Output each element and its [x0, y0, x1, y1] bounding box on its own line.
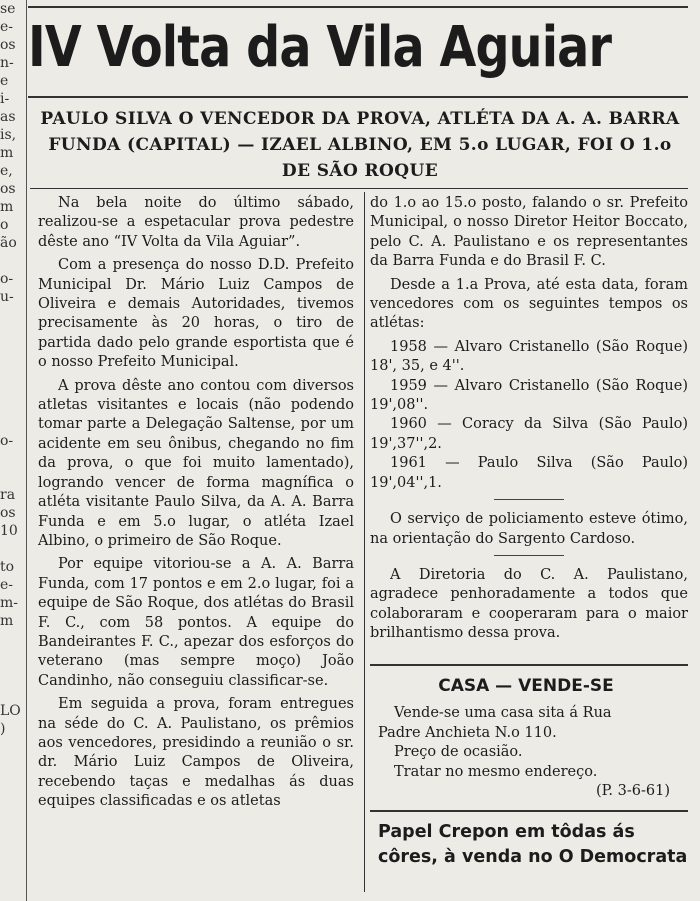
fragment-line: o-	[0, 271, 14, 287]
ad-title: CASA — VENDE-SE	[438, 676, 614, 696]
fragment-line: o-	[0, 433, 14, 449]
article-paragraph: Desde a 1.a Prova, até esta data, foram vencedores com os seguintes tempos os atlétas:	[370, 276, 688, 332]
fragment-line: os	[0, 181, 16, 197]
article-paragraph: O serviço de policiamento esteve ótimo, na orientação do Sargento Cardoso.	[370, 511, 688, 547]
winner-entry: 1958 — Alvaro Cristanello (São Roque) 18', 35, e 4''.	[370, 338, 688, 375]
fragment-line	[0, 396, 26, 414]
column-divider	[364, 192, 365, 892]
fragment-line: m	[0, 145, 14, 161]
fragment-line	[0, 342, 26, 360]
fragment-line: as	[0, 109, 16, 125]
ad-line: Preço de ocasião.	[394, 744, 523, 761]
fragment-line	[0, 360, 26, 378]
fragment-line: m	[0, 199, 14, 215]
fragment-line: m-	[0, 595, 19, 611]
article-paragraph: A prova dêste ano contou com diversos atletas visitantes e locais (não podendo tomar parte a Delegação Saltense, por um acidente em seu ônibus, chegando no fim da prova, o que foi muito lamentado), logrando vencer de forma magnífica o atléta visitante Paulo Silva, da A. A. Barra Funda e em 5.o lugar, o atléta Izael Albino, o primeiro de São Roque.	[38, 377, 354, 549]
fragment-line: e-	[0, 577, 14, 593]
ad-line: Vende-se uma casa sita á Rua	[394, 705, 612, 721]
ad-body	[378, 704, 674, 802]
fragment-line: )	[0, 721, 6, 737]
fragment-line: LO	[0, 703, 21, 719]
ad-line: Padre Anchieta N.o 110.	[378, 724, 557, 741]
fragment-line: 10	[0, 523, 18, 539]
winners-list	[370, 338, 688, 493]
fragment-line: o	[0, 217, 9, 233]
fragment-line	[0, 540, 26, 558]
ad-bottom-rule	[370, 810, 688, 812]
fragment-line	[0, 324, 26, 342]
fragment-line	[0, 666, 26, 684]
fragment-line	[0, 468, 26, 486]
article-paragraph: Por equipe vitoriou-se a A. A. Barra Funda, com 17 pontos e em 2.o lugar, foi a equipe de São Roque, dos atlétas do Brasil F. C., com 58 pontos. A equipe do Bandeirantes F. C., apezar dos esforços do veterano (mas sempre moço) João Candinho, não conseguiu classificar-se.	[38, 556, 354, 689]
winner-entry: 1959 — Alvaro Cristanello (São Roque) 19',08''.	[370, 377, 688, 414]
winner-entry: 1960 — Coracy da Silva (São Paulo) 19',37'',2.	[370, 416, 688, 452]
fragment-line	[0, 378, 26, 396]
fragment-line: to	[0, 559, 15, 575]
headline-rule	[28, 96, 688, 98]
article-paragraph: Com a presença do nosso D.D. Prefeito Municipal Dr. Mário Luiz Campos de Oliveira e demais Autoridades, tivemos precisamente às 20 horas, o tiro de partida dado pelo grande esportista que é o nosso Prefeito Municipal.	[38, 257, 354, 371]
fragment-line: se	[0, 1, 16, 17]
article-paragraph: Em seguida a prova, foram entregues na séde do C. A. Paulistano, os prêmios aos vencedores, presidindo a reunião o sr. dr. Mário Luiz Campos de Oliveira, recebendo taças e medalhas ás duas equipes classificadas e os atletas	[38, 696, 354, 810]
article-paragraph: do 1.o ao 15.o posto, falando o sr. Prefeito Municipal, o nosso Diretor Heitor Boccato, pelo C. A. Paulistano e os representantes da Barra Funda e do Brasil F. C.	[370, 195, 688, 270]
fragment-line: ão	[0, 235, 17, 251]
fragment-line	[0, 684, 26, 702]
fragment-line	[0, 648, 26, 666]
fragment-line: u-	[0, 289, 14, 305]
crepon-ad: Papel Crepon em tôdas ás côres, à venda no O Democrata	[378, 822, 688, 867]
fragment-line	[0, 450, 26, 468]
fragment-line: os	[0, 505, 16, 521]
article-paragraph: Na bela noite do último sábado, realizou-se a espetacular prova pedestre dêste ano “IV Volta da Vila Aguiar”.	[38, 195, 354, 250]
adjacent-column-fragment	[0, 0, 27, 901]
ad-reference: (P. 3-6-61)	[595, 783, 670, 800]
fragment-line: m	[0, 613, 14, 629]
section-separator	[494, 499, 564, 500]
subhead-rule	[30, 188, 688, 189]
fragment-line	[0, 414, 26, 432]
subheadline: PAULO SILVA O VENCEDOR DA PROVA, ATLÉTA DA A. A. BARRA FUNDA (CAPITAL) — IZAEL ALBINO, EM 5.o LUGAR, FOI O 1.o DE SÃO ROQUE	[40, 109, 680, 181]
right-column	[370, 194, 688, 648]
fragment-line: ra	[0, 487, 16, 503]
fragment-line: e	[0, 73, 9, 89]
left-column	[38, 194, 354, 816]
article-paragraph: A Diretoria do C. A. Paulistano, agradece penhoradamente a todos que colaboraram e cooperaram para o maior brilhantismo dessa prova.	[370, 566, 688, 642]
winner-entry: 1961 — Paulo Silva (São Paulo) 19',04'',1.	[370, 455, 688, 491]
fragment-line: n-	[0, 55, 14, 71]
ad-line: Tratar no mesmo endereço.	[394, 763, 598, 780]
ad-top-rule	[370, 664, 688, 666]
headline: IV Volta da Vila Aguiar	[28, 15, 612, 80]
fragment-line	[0, 630, 26, 648]
fragment-line: is,	[0, 127, 17, 143]
fragment-line	[0, 306, 26, 324]
fragment-line: e,	[0, 163, 13, 179]
fragment-line	[0, 252, 26, 270]
fragment-line: e-	[0, 19, 14, 35]
fragment-line: i-	[0, 91, 10, 107]
section-separator	[494, 555, 564, 556]
fragment-line: os	[0, 37, 16, 53]
